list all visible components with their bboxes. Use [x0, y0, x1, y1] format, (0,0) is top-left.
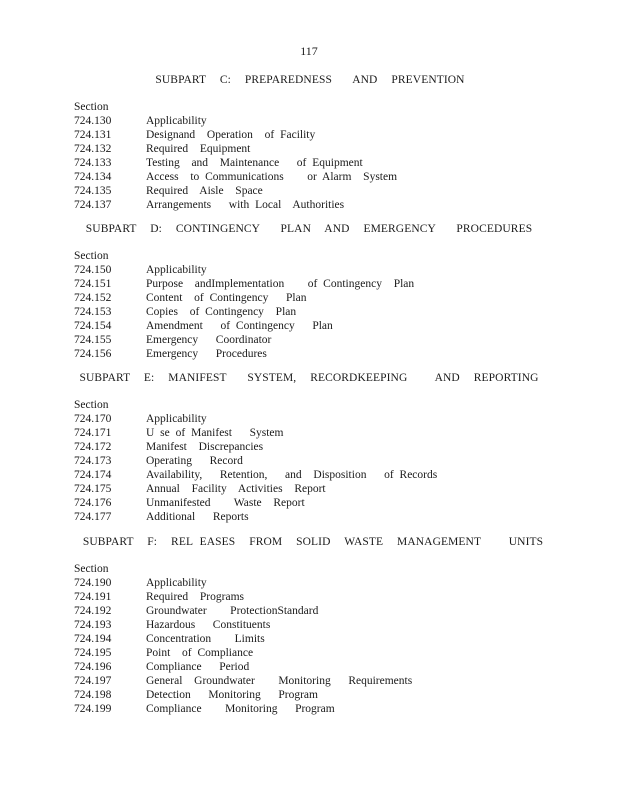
section-number: 724.134 [74, 171, 112, 183]
section-entry [0, 170, 618, 184]
section-label: Section [74, 101, 109, 113]
section-number: 724.131 [74, 129, 112, 141]
section-entry [0, 333, 618, 347]
section-number: 724.194 [74, 633, 112, 645]
section-entry [0, 674, 618, 688]
section-entry [0, 263, 618, 277]
section-title: Additional Reports [146, 511, 249, 523]
section-number: 724.151 [74, 278, 112, 290]
section-entry [0, 702, 618, 716]
section-entry [0, 688, 618, 702]
section-entry [0, 412, 618, 426]
section-title: Manifest Discrepancies [146, 441, 264, 453]
subpart-heading: SUBPART F: REL EASES FROM SOLID WASTE MANAGEMENT UNITS [82, 536, 544, 548]
section-title: Compliance Period [146, 661, 250, 673]
section-list [0, 263, 618, 361]
section-entry [0, 454, 618, 468]
page-number: 117 [300, 44, 318, 58]
section-title: Annual Facility Activities Report [146, 483, 326, 495]
subpart-heading: SUBPART C: PREPAREDNESS AND PREVENTION [155, 74, 465, 86]
section-entry [0, 604, 618, 618]
section-title: Emergency Coordinator [146, 334, 272, 346]
section-number: 724.154 [74, 320, 112, 332]
section-number: 724.153 [74, 306, 112, 318]
section-number: 724.150 [74, 264, 112, 276]
section-number: 724.199 [74, 703, 112, 715]
section-title: Applicability [146, 413, 207, 425]
section-title: Testing and Maintenance of Equipment [146, 157, 363, 169]
subpart-heading: SUBPART E: MANIFEST SYSTEM, RECORDKEEPING AND REPORTING [79, 372, 539, 384]
section-entry [0, 128, 618, 142]
section-number: 724.191 [74, 591, 112, 603]
section-list [0, 412, 618, 524]
section-entry [0, 156, 618, 170]
section-title: Compliance Monitoring Program [146, 703, 335, 715]
section-entry [0, 114, 618, 128]
section-entry [0, 426, 618, 440]
section-number: 724.171 [74, 427, 112, 439]
section-title: U se of Manifest System [146, 427, 284, 439]
section-number: 724.173 [74, 455, 112, 467]
section-entry [0, 184, 618, 198]
section-entry [0, 590, 618, 604]
section-entry [0, 646, 618, 660]
section-label: Section [74, 399, 109, 411]
section-number: 724.130 [74, 115, 112, 127]
section-label: Section [74, 250, 109, 262]
section-entry [0, 482, 618, 496]
section-title: Arrangements with Local Authorities [146, 199, 345, 211]
section-number: 724.132 [74, 143, 112, 155]
section-title: Emergency Procedures [146, 348, 267, 360]
section-entry [0, 277, 618, 291]
section-title: Designand Operation of Facility [146, 129, 316, 141]
section-title: Required Aisle Space [146, 185, 263, 197]
section-number: 724.197 [74, 675, 112, 687]
section-number: 724.193 [74, 619, 112, 631]
section-title: Availability, Retention, and Disposition of Records [146, 469, 438, 481]
section-entry [0, 576, 618, 590]
section-number: 724.177 [74, 511, 112, 523]
subpart-heading: SUBPART D: CONTINGENCY PLAN AND EMERGENCY PROCEDURES [85, 223, 533, 235]
section-entry [0, 319, 618, 333]
section-number: 724.176 [74, 497, 112, 509]
section-title: Applicability [146, 264, 207, 276]
section-entry [0, 291, 618, 305]
section-entry [0, 632, 618, 646]
section-title: Required Programs [146, 591, 244, 603]
section-entry [0, 440, 618, 454]
section-number: 724.156 [74, 348, 112, 360]
section-number: 724.195 [74, 647, 112, 659]
section-number: 724.152 [74, 292, 112, 304]
section-number: 724.155 [74, 334, 112, 346]
section-entry [0, 496, 618, 510]
section-title: Purpose andImplementation of Contingency Plan [146, 278, 415, 290]
section-title: Unmanifested Waste Report [146, 497, 305, 509]
section-title: Required Equipment [146, 143, 251, 155]
section-title: Copies of Contingency Plan [146, 306, 297, 318]
section-title: Amendment of Contingency Plan [146, 320, 333, 332]
section-title: General Groundwater Monitoring Requirements [146, 675, 413, 687]
section-title: Access to Communications or Alarm System [146, 171, 398, 183]
section-entry [0, 660, 618, 674]
section-number: 724.190 [74, 577, 112, 589]
section-title: Operating Record [146, 455, 243, 467]
subpart-e [0, 371, 618, 524]
section-number: 724.170 [74, 413, 112, 425]
subpart-d [0, 222, 618, 361]
section-number: 724.192 [74, 605, 112, 617]
section-title: Concentration Limits [146, 633, 265, 645]
section-number: 724.172 [74, 441, 112, 453]
section-number: 724.133 [74, 157, 112, 169]
section-title: Applicability [146, 115, 207, 127]
section-number: 724.196 [74, 661, 112, 673]
section-entry [0, 142, 618, 156]
section-number: 724.175 [74, 483, 112, 495]
section-title: Groundwater ProtectionStandard [146, 605, 319, 617]
section-title: Detection Monitoring Program [146, 689, 318, 701]
section-number: 724.198 [74, 689, 112, 701]
section-title: Applicability [146, 577, 207, 589]
section-number: 724.135 [74, 185, 112, 197]
section-list [0, 114, 618, 212]
section-entry [0, 510, 618, 524]
section-entry [0, 347, 618, 361]
section-number: 724.137 [74, 199, 112, 211]
section-title: Content of Contingency Plan [146, 292, 307, 304]
section-number: 724.174 [74, 469, 112, 481]
section-entry [0, 305, 618, 319]
section-entry [0, 468, 618, 482]
section-label: Section [74, 563, 109, 575]
section-list [0, 576, 618, 716]
section-title: Hazardous Constituents [146, 619, 271, 631]
section-entry [0, 618, 618, 632]
subpart-f [0, 535, 618, 716]
section-entry [0, 198, 618, 212]
subpart-c [0, 73, 618, 212]
section-title: Point of Compliance [146, 647, 254, 659]
